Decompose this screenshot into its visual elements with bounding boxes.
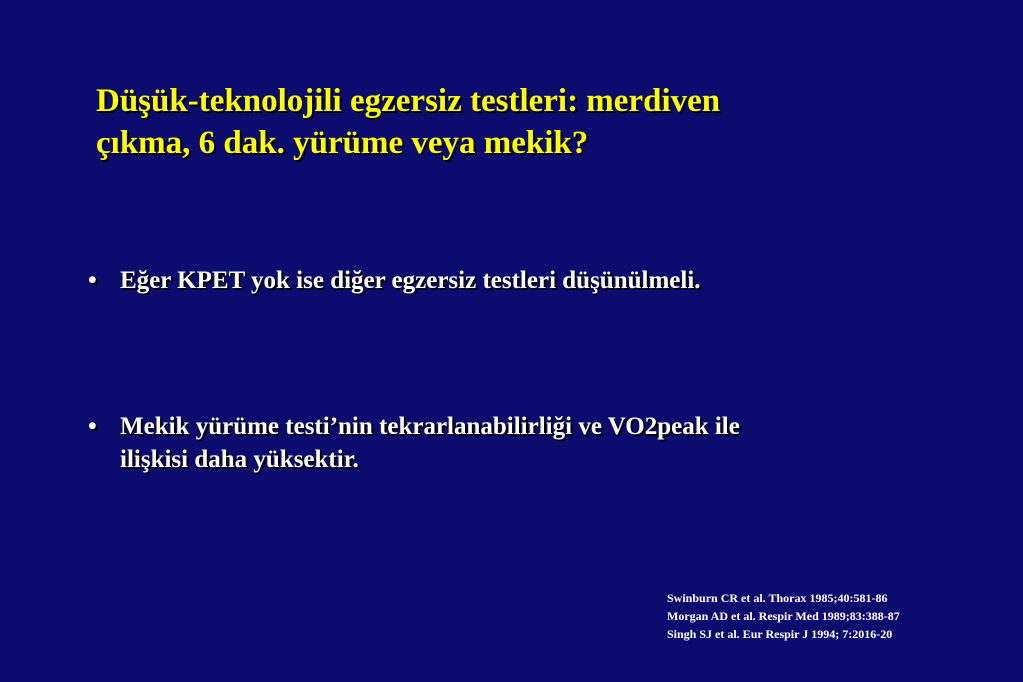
slide-title-line: Düşük-teknolojili egzersiz testleri: merdiven xyxy=(96,83,721,119)
bullet-text-line: Mekik yürüme testi’nin tekrarlanabilirliği ve VO2peak ile xyxy=(120,413,740,440)
bullet-text xyxy=(120,264,968,297)
bullet-marker: • xyxy=(88,267,97,294)
bullet-text xyxy=(120,410,968,476)
references xyxy=(667,589,1007,643)
bullet-text-line: Eğer KPET yok ise diğer egzersiz testleri düşünülmeli. xyxy=(120,267,701,294)
slide-title xyxy=(96,80,956,164)
reference-line: Morgan AD et al. Respir Med 1989;83:388-87 xyxy=(667,609,900,623)
reference-line: Swinburn CR et al. Thorax 1985;40:581-86 xyxy=(667,591,888,605)
bullet-text-line: ilişkisi daha yüksektir. xyxy=(120,446,359,473)
bullet-item xyxy=(88,410,968,476)
slide-title-line: çıkma, 6 dak. yürüme veya mekik? xyxy=(96,125,589,161)
bullet-item xyxy=(88,264,968,297)
bullet-marker: • xyxy=(88,413,97,440)
reference-line: Singh SJ et al. Eur Respir J 1994; 7:2016-20 xyxy=(667,627,893,641)
